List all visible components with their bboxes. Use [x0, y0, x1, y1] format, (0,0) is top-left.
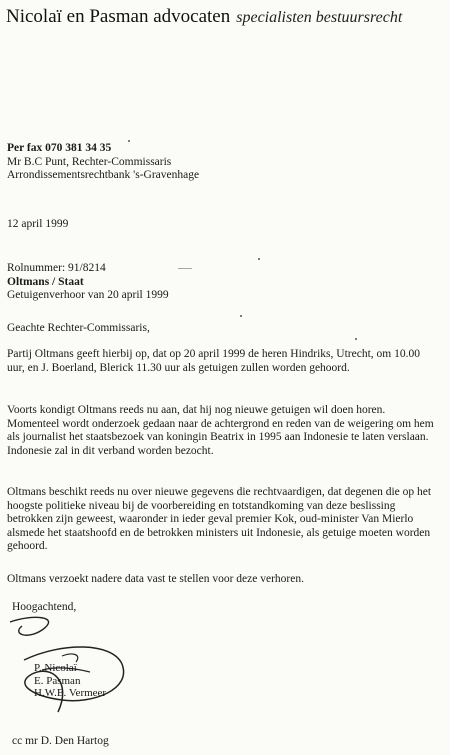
- signatory-2: E. Pasman: [34, 674, 81, 687]
- salutation: Geachte Rechter-Commissaris,: [7, 322, 150, 334]
- address-block: [7, 142, 199, 183]
- letterhead: [6, 6, 446, 29]
- scan-speck: [240, 315, 242, 317]
- letter-date: 12 april 1999: [7, 218, 69, 230]
- scan-speck: [258, 258, 260, 260]
- paragraph-group-2: [7, 404, 435, 458]
- rolnummer: Rolnummer: 91/8214: [7, 262, 106, 274]
- paragraph-2: Voorts kondigt Oltmans reeds nu aan, dat hij nog nieuwe getuigen wil doen horen.: [7, 404, 386, 416]
- signatory-3: H.W.E. Vermeer: [34, 687, 107, 699]
- paragraph-3: Momenteel wordt onderzoek gedaan naar de achtergrond en reden van de weigering om hem als journalist het staatsbezoek van koningin Beatrix in 1995 aan Indonesie te laten verslaan.: [7, 417, 434, 443]
- scan-speck: [178, 268, 192, 269]
- case-title: Oltmans / Staat: [7, 275, 84, 288]
- scan-speck: [128, 140, 130, 142]
- paragraph-6: Oltmans verzoekt nadere data vast te stellen voor deze verhoren.: [7, 573, 304, 585]
- firm-name: Nicolaï en Pasman advocaten: [6, 6, 231, 27]
- closing: Hoogachtend,: [12, 601, 77, 613]
- recipient-line: Mr B.C Punt, Rechter-Commissaris: [7, 155, 172, 168]
- scan-speck: [355, 338, 357, 340]
- reference-block: [7, 262, 169, 303]
- subject-line: Getuigenverhoor van 20 april 1999: [7, 289, 169, 301]
- firm-specialty: specialisten bestuursrecht: [236, 9, 403, 26]
- paragraph-1: Partij Oltmans geeft hierbij op, dat op 20 april 1999 de heren Hindriks, Utrecht, om 10.00 uur, en J. Boerland, Blerick 11.30 uur als getuigen zullen worden gehoord.: [7, 348, 420, 374]
- paragraph-4: Indonesie zal in dit verband worden bezocht.: [7, 444, 214, 457]
- fax-line: Per fax 070 381 34 35: [7, 142, 112, 154]
- signatory-1: P. Nicolaï: [34, 662, 77, 674]
- signatories: [34, 662, 106, 700]
- cc-line: cc mr D. Den Hartog: [12, 735, 109, 747]
- paragraph-5: Oltmans beschikt reeds nu over nieuwe gegevens die rechtvaardigen, dat degenen die op het hoogste politieke niveau bij de voorbereiding en totstandkoming van deze beslissing betrokken zijn geweest, waaronder in ieder geval premier Kok, oud-minister Van Mierlo alsmede het staatshoofd en de betrokken ministers uit Indonesie, als getuige moeten worden gehoord.: [7, 486, 432, 552]
- court-line: Arrondissementsrechtbank 's-Gravenhage: [7, 169, 200, 181]
